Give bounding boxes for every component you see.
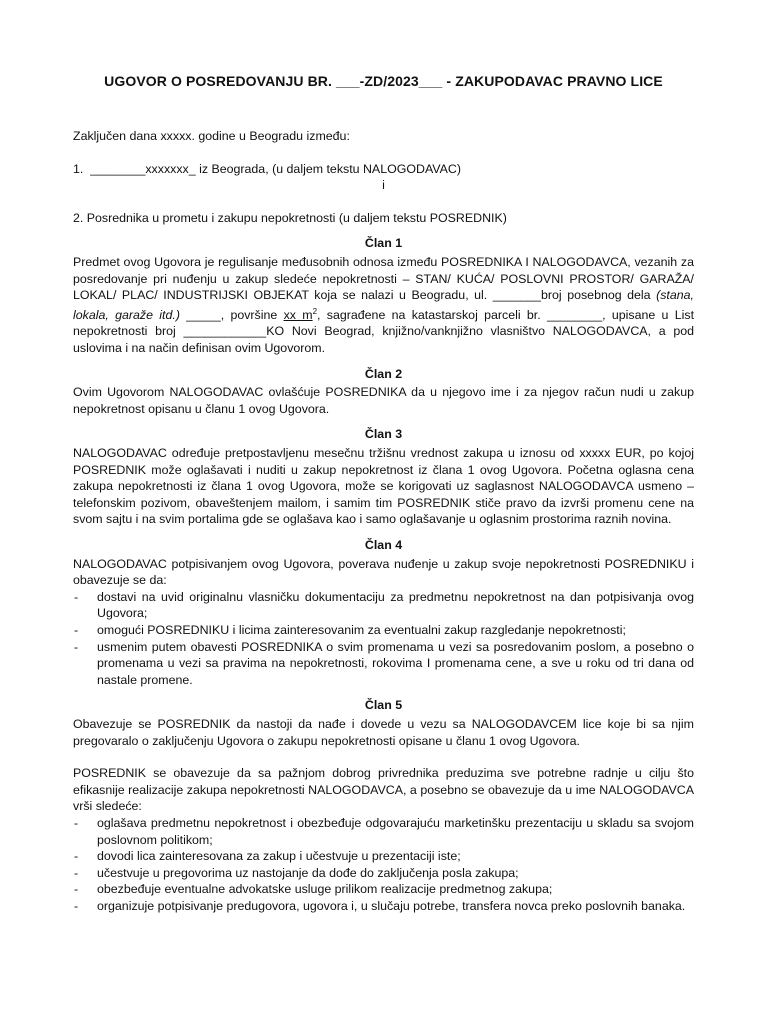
article-1-heading: Član 1	[364, 236, 403, 251]
article-4-text: NALOGODAVAC potpisivanjem ovog Ugovora, poverava nuđenje u zakup svoje nepokretnosti POSREDNIKU i obavezuje se da:	[73, 556, 694, 588]
article-4-heading: Član 4	[364, 538, 403, 552]
document-title: UGOVOR O POSREDOVANJU BR. ___-ZD/2023___ - ZAKUPODAVAC PRAVNO LICE	[104, 73, 663, 89]
article-5-item: - učestvuje u pregovorima uz nastojanje da dođe do zaključenja posla zakupa;	[73, 865, 694, 882]
party-2: 2. Posrednika u prometu i zakupu nepokretnosti (u daljem tekstu POSREDNIK)	[73, 210, 507, 225]
article-5-item: - dovodi lica zainteresovana za zakup i učestvuje u prezentaciji iste;	[73, 848, 694, 865]
intro-line: Zaključen dana xxxxx. godine u Beogradu između:	[73, 129, 350, 143]
article-2-text: Ovim Ugovorom NALOGODAVAC ovlašćuje POSREDNIKA da u njegovo ime i za njegov račun nudi u zakup nepokretnost opisanu u članu 1 ovog Ugovora.	[73, 385, 694, 416]
party-1-number: 1.	[73, 161, 84, 176]
article-1-text: Predmet ovog Ugovora je regulisanje međusobnih odnosa između POSREDNIKA I NALOGODAVCA, vezanih za posredovanje pri nuđenju u zakup sledeće nepokretnosti – STAN/ KUĆA/ POSLOVNI PROSTOR/ GARAŽA/ LOKAL/ PLAC/ INDUSTRIJSKI OBJEKAT koja se nalazi u Beogradu, ul. _______broj posebnog dela (stana, lokala, garaže itd.) _____, površine xx $m^2$, sagrađene na katastarskoj parceli br. ________, upisane u List nepokretnosti broj ____________KO Novi Beograd, knjižno/vanknjižno vlasništvo NALOGODAVCA, a pod uslovima i na način definisan ovim Ugovorom.	[73, 254, 695, 356]
party-1-description: iz Beograda, (u daljem tekstu NALOGODAVAC)	[195, 161, 461, 176]
article-5-item: - organizuje potpisivanje predugovora, ugovora i, u slučaju potrebe, transfera novca preko poslovnih banaka.	[73, 898, 694, 915]
article-5-text-1: Obavezuje se POSREDNIK da nastoji da nađe i dovede u vezu sa NALOGODAVCEM lice koje bi sa njim pregovaralo o zaključenju Ugovora o zakupu nepokretnosti opisane u članu 1 ovog Ugovora.	[73, 716, 694, 748]
article-5-item: - oglašava predmetnu nepokretnost i obezbeđuje odgovarajuću marketinšku prezentaciju u skladu sa svojom poslovnom politikom;	[73, 815, 694, 848]
article-3-heading: Član 3	[364, 427, 403, 442]
article-4-item: - usmenim putem obavesti POSREDNIKA o svim promenama u vezi sa posredovanim poslom, a posebno o promenama u vezi sa pravima na nepokretnosti, rokovima I promenama cene, a sve u roku od tri dana od nastale promene.	[73, 639, 694, 689]
article-4-list	[73, 589, 694, 689]
article-5-item: - obezbeđuje eventualne advokatske usluge prilikom realizacije predmetnog zakupa;	[73, 881, 694, 898]
conjunction: i	[382, 178, 385, 193]
article-1-italic-note: (stana, lokala, garaže itd.)	[73, 288, 694, 322]
article-5-text-2: POSREDNIK se obavezuje da sa pažnjom dobrog privrednika preduzima sve potrebne radnje u cilju što efikasnije realizacije zakupa nepokretnosti NALOGODAVCA, a posebno se obavezuje da u ime NALOGODAVCA vrši sledeće:	[73, 766, 694, 814]
article-4-item: - dostavi na uvid originalnu vlasničku dokumentaciju za predmetnu nepokretnost na dan potpisivanja ovog Ugovora;	[73, 589, 694, 622]
article-1-area: xx m	[283, 307, 313, 322]
article-3-text: NALOGODAVAC određuje pretpostavljenu mesečnu tržišnu vrednost zakupa u iznosu od xxxxx EUR, po kojoj POSREDNIK može oglašavati i nuditi u zakup nepokretnost iz člana 1 ovog Ugovora. Početna oglasna cena zakupa nepokretnosti iz člana 1 ovog Ugovora, može se korigovati uz saglasnost NALOGODAVCA usmeno – telefonskim pozivom, obaveštenjem mailom, i samim tim POSREDNIK stiče pravo da izvrši promenu cene na svom sajtu i na svim portalima gde se oglašava kao i samo oglašavanje u oglasnim prostorima raznih novina.	[73, 446, 694, 527]
party-1-name-blank: ________xxxxxxx_	[90, 161, 196, 176]
article-5-list	[73, 815, 694, 915]
party-1	[73, 161, 694, 178]
article-5-heading: Član 5	[364, 698, 403, 713]
article-2-heading: Član 2	[364, 366, 403, 381]
article-4-item: - omogući POSREDNIKU i licima zainteresovanim za eventualni zakup razgledanje nepokretnosti;	[73, 622, 694, 639]
